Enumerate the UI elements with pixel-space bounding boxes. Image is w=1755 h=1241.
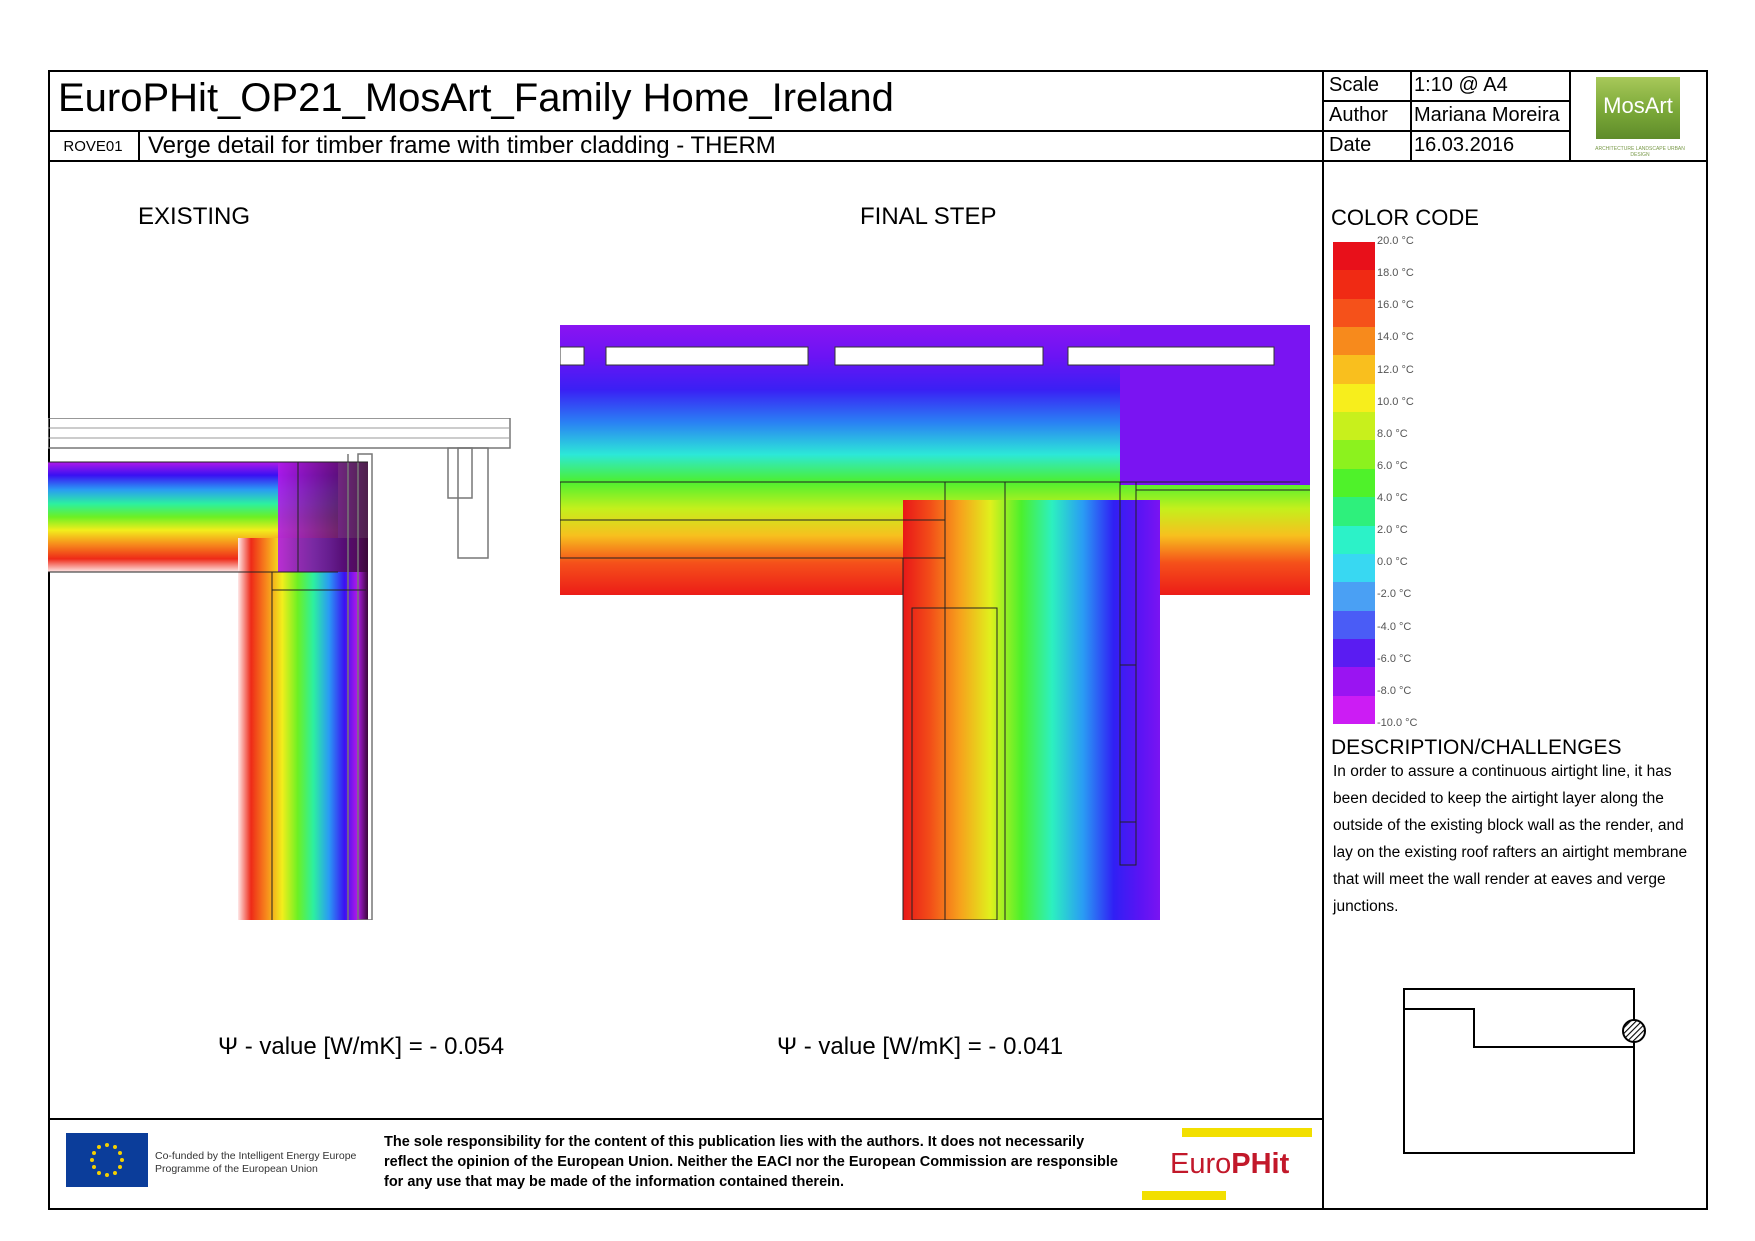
meta-line-1 — [1322, 100, 1570, 102]
final-step-psi-value: Ψ - value [W/mK] = - 0.041 — [777, 1033, 1064, 1060]
date-label: Date — [1329, 134, 1372, 156]
europhit-logo-bar-top — [1182, 1128, 1312, 1137]
legend-swatch — [1333, 355, 1375, 384]
legend-swatch — [1333, 327, 1375, 356]
color-legend-labels — [1377, 235, 1457, 727]
final-step-thermal-simulation — [560, 325, 1312, 920]
legend-label: -6.0 °C — [1377, 652, 1412, 665]
drawing-code: ROVE01 — [63, 137, 123, 155]
legend-swatch — [1333, 497, 1375, 526]
description-text: In order to assure a continuous airtight line, it has been decided to keep the airtight layer along the outside of the existing block wall as the render, and lay on the existing roof rafters an airtight membrane that will meet the wall render at eaves and verge junctions. — [1333, 763, 1688, 915]
cofunded-text: Co-funded by the Intelligent Energy Europe Programme of the European Union — [155, 1150, 357, 1175]
legend-swatch — [1333, 242, 1375, 271]
color-legend-bar — [1333, 242, 1375, 724]
legend-label: 6.0 °C — [1377, 459, 1408, 472]
key-plan-diagram — [1400, 985, 1650, 1160]
author-value: Mariana Moreira — [1414, 104, 1560, 126]
mosart-logo — [1596, 77, 1680, 139]
legend-swatch — [1333, 667, 1375, 696]
legend-swatch — [1333, 270, 1375, 299]
meta-divider — [1410, 70, 1412, 162]
legend-swatch — [1333, 440, 1375, 469]
legend-label: 2.0 °C — [1377, 524, 1408, 537]
legend-label: 12.0 °C — [1377, 363, 1414, 376]
legend-label: 20.0 °C — [1377, 235, 1414, 247]
existing-thermal-simulation — [48, 418, 518, 920]
logo-divider — [1569, 70, 1571, 162]
legend-swatch — [1333, 412, 1375, 441]
drawing-subtitle: Verge detail for timber frame with timber cladding - THERM — [148, 132, 776, 159]
mosart-logo-text: MosArt — [1603, 93, 1673, 118]
document-title: EuroPHit_OP21_MosArt_Family Home_Ireland — [58, 76, 894, 120]
color-code-title: COLOR CODE — [1331, 205, 1479, 230]
legend-swatch — [1333, 469, 1375, 498]
legend-swatch — [1333, 526, 1375, 555]
europhit-logo-euro: Euro — [1170, 1148, 1232, 1180]
legend-label: 16.0 °C — [1377, 299, 1414, 312]
existing-psi-value: Ψ - value [W/mK] = - 0.054 — [218, 1033, 505, 1060]
europhit-logo-text — [1170, 1148, 1289, 1181]
footer-top-line — [48, 1118, 1322, 1120]
legend-label: 4.0 °C — [1377, 492, 1408, 505]
legend-label: -4.0 °C — [1377, 620, 1412, 633]
legend-swatch — [1333, 299, 1375, 328]
legend-label: 14.0 °C — [1377, 331, 1414, 344]
mosart-tagline: ARCHITECTURE LANDSCAPE URBAN DESIGN — [1595, 146, 1685, 158]
legend-swatch — [1333, 611, 1375, 640]
date-value: 16.03.2016 — [1414, 134, 1515, 156]
existing-heading: EXISTING — [138, 203, 251, 230]
legend-label: 18.0 °C — [1377, 267, 1414, 280]
scale-label: Scale — [1329, 74, 1380, 96]
legend-label: 8.0 °C — [1377, 427, 1408, 440]
europhit-logo-bar-bottom — [1142, 1191, 1226, 1200]
legend-swatch — [1333, 696, 1375, 725]
legend-label: -2.0 °C — [1377, 588, 1412, 601]
scale-value: 1:10 @ A4 — [1414, 74, 1508, 96]
code-divider — [138, 130, 140, 162]
legend-swatch — [1333, 639, 1375, 668]
legend-swatch — [1333, 554, 1375, 583]
meta-line-2 — [1322, 130, 1570, 132]
header-bottom-line — [48, 160, 1708, 162]
eu-flag — [66, 1133, 148, 1187]
author-label: Author — [1329, 104, 1388, 126]
header-right-divider — [1322, 70, 1324, 1210]
legend-label: 10.0 °C — [1377, 395, 1414, 408]
legend-swatch — [1333, 384, 1375, 413]
final-step-heading: FINAL STEP — [860, 203, 997, 230]
eu-stars-icon — [66, 1133, 148, 1187]
europhit-logo — [1142, 1128, 1312, 1200]
legend-swatch — [1333, 582, 1375, 611]
legend-label: 0.0 °C — [1377, 556, 1408, 569]
disclaimer-text: The sole responsibility for the content of this publication lies with the authors. It does not necessarily reflect the opinion of the European Union. Neither the EACI nor the European Commission are responsible for any use that may be made of the information contained therein. — [384, 1134, 1118, 1190]
description-title: DESCRIPTION/CHALLENGES — [1331, 736, 1622, 759]
legend-label: -8.0 °C — [1377, 684, 1412, 697]
legend-label: -10.0 °C — [1377, 717, 1418, 729]
europhit-logo-phit: PHit — [1231, 1148, 1290, 1180]
